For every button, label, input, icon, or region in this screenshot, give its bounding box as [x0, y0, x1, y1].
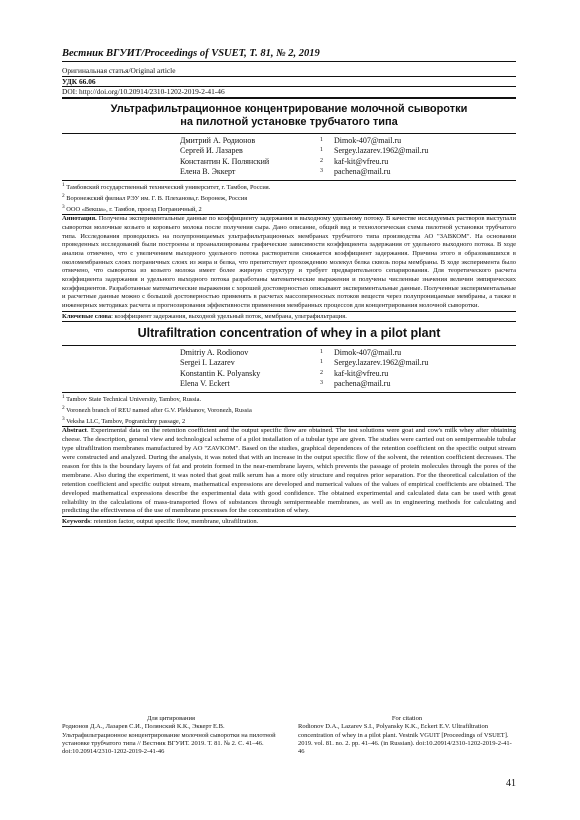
author-row	[180, 358, 516, 369]
affiliations-ru	[62, 180, 516, 214]
author-name: Дмитрий А. Родионов	[180, 135, 256, 145]
journal-header: Вестник ВГУИТ/Proceedings of VSUET, Т. 81, № 2, 2019	[62, 48, 516, 62]
author-sup: 3	[320, 380, 323, 387]
author-name: Елена В. Эккерт	[180, 167, 236, 177]
author-sup: 3	[320, 168, 323, 175]
affiliation-text: Tambov State Technical University, Tambov, Russia.	[66, 396, 202, 404]
citation-en-text: Rodionov D.A., Lazarev S.I., Polyansky K.K., Eckert E.V. Ultrafiltration concentration of whey in a pilot plant. Vestnik VGUIT [Proceedings of VSUET]. 2019. vol. 81. no. 2. pp. 41–46. (in Russian). doi:10.20914/2310-1202-2019-2-41-46	[298, 723, 512, 756]
author-name: Dmitriy A. Rodionov	[180, 347, 249, 357]
affiliation-text: Воронежский филиал РЭУ им. Г. В. Плеханова,г. Воронеж, Россия	[66, 195, 248, 203]
divider	[62, 133, 516, 134]
author-sup: 1	[320, 359, 323, 366]
abstract-ru	[62, 214, 516, 311]
divider	[62, 97, 516, 99]
authors-ru	[180, 136, 516, 178]
title-ru-line1: Ультрафильтрационное концентрирование молочной сыворотки	[110, 102, 468, 115]
article-first-page	[62, 48, 516, 527]
citation-ru-head: Для цитирования	[147, 715, 195, 722]
abstract-text: . Experimental data on the retention coefficient and the output specific flow are obtained. The test solutions were goat and cow's milk whey after obtaining cheese. The description, general view and technological scheme of a pilot installation of a tubular type are given. The studies were carried out on semipermeable tubular type ultrafiltration membranes manufactured by AO "ZAVKOM". Based on the studies, graphical dependences of the retention coefficient on the specific output stream were constructed and analyzed. During the analysis, it was noted that with an increase in the output specific flow of the solvent, the retention coefficient decreases. The reason for this is the boundary layers of fat and protein formed in the near-membrane layers, which prevents the passage of protein molecules through the pores of the membrane. Also during the experiment, it was noted that goat milk serum has a more oily structure and requires prior separation. For the theoretical calculation of the retention coefficient and specific output stream, mathematical expressions are developed and numerical values of the values of empirical coefficients are obtained. The developed mathematical expressions describe the experimental data with good confidence. The obtained experimental and calculated data can be used with great reliability in the calculations of mass-transported flows of substances through semipermeable membranes, as well as in engineering methods for calculating and predicting the effectiveness of the use of membrane processes for the concentration of whey.	[62, 427, 516, 515]
affiliation-sup: 3	[62, 416, 65, 423]
divider	[62, 345, 516, 346]
affiliation-sup: 1	[62, 181, 65, 188]
udk: УДК 66.06	[62, 76, 516, 87]
author-sup: 1	[320, 147, 323, 154]
author-sup: 1	[320, 136, 323, 143]
author-sup: 2	[320, 157, 323, 164]
citation-en	[298, 715, 516, 756]
citation-ru-text: Родионов Д.А., Лазарев С.И., Полянский К.К., Эккерт Е.В. Ультрафильтрационное концентрирование молочной сыворотки на пилотной установке трубчатого типа // Вестник ВГУИТ. 2019. Т. 81. № 2. С. 41–46. doi:10.20914/2310-1202-2019-2-41-46	[62, 723, 276, 756]
affiliation	[62, 404, 516, 415]
affiliations-en	[62, 392, 516, 426]
author-email[interactable]: pachena@mail.ru	[334, 379, 391, 389]
keywords-en	[62, 516, 516, 527]
author-name: Константин К. Полянский	[180, 156, 270, 166]
affiliation	[62, 181, 516, 192]
keywords-text: : коэффициент задержания, выходной удельный поток, мембрана, ультрафильтрация.	[111, 312, 347, 320]
author-email[interactable]: pachena@mail.ru	[334, 167, 391, 177]
page-number: 41	[506, 778, 516, 789]
affiliation	[62, 192, 516, 203]
title-en: Ultrafiltration concentration of whey in a pilot plant	[137, 325, 441, 340]
author-name: Sergei I. Lazarev	[180, 358, 235, 368]
keywords-ru	[62, 311, 516, 322]
author-email[interactable]: Dimok-407@mail.ru	[334, 347, 402, 357]
article-type: Оригинальная статья/Original article	[62, 66, 176, 75]
author-row	[180, 379, 516, 390]
affiliation-text: Тамбовский государственный технический университет, г. Тамбов, Россия.	[66, 183, 271, 191]
abstract-en	[62, 426, 516, 516]
author-row	[180, 146, 516, 157]
citation-en-head: For citation	[391, 715, 423, 722]
citation-block	[62, 715, 516, 756]
author-row	[180, 136, 516, 147]
affiliation-sup: 3	[62, 204, 65, 211]
author-sup: 1	[320, 348, 323, 355]
author-row	[180, 369, 516, 380]
title-ru	[62, 103, 516, 129]
author-email[interactable]: Sergey.lazarev.1962@mail.ru	[334, 146, 429, 156]
author-row	[180, 348, 516, 359]
title-ru-line2: на пилотной установке трубчатого типа	[180, 115, 398, 128]
affiliation-sup: 2	[62, 192, 65, 199]
author-email[interactable]: kaf-kit@vfreu.ru	[334, 368, 389, 378]
authors-en	[180, 348, 516, 390]
affiliation-text: Voronezh branch of REU named after G.V. Plekhanov, Voronezh, Russia	[66, 407, 252, 415]
abstract-label: Abstract	[62, 427, 87, 435]
abstract-text: Получены экспериментальные данные по коэффициенту задержания и выходному удельному потоку. В качестве исследуемых растворов выступали сыворотки молочные козьего и коровьего молока после получения сыра. Дано описание, общий вид и технологическая схема пилотной установки трубчатого типа. Исследования проводились на полупроницаемых ультрафильтрационных мембранах трубчатого типа производства АО "ЗАВКОМ". На основании проведенных исследований были построены и проанализированы графические зависимости коэффициента задержания от удельного выходного потока. В ходе анализа отмечено, что с увеличением выходного удельного потока растворителя снижается коэффициент задержания. Причина этого в образовавшихся в околомембранных слоях пограничных слоях из жира и белка, что препятствует прохождению молекул белка сквозь поры мембраны. В ходе эксперимента было отмечено, что сыворотка из козьего молока имеет более жирную структуру и требует предварительного сепарирования. Для теоретического расчета коэффициента задержания и удельного выходного потока разработаны математические выражения и получены численные значения величин эмпирических коэффициентов. Разработанные математические выражения с хорошей достоверностью описывают экспериментальные данные. Полученные экспериментальные и расчетные данные можно с большой достоверностью применять в расчетах массопереносных потоков веществ через полупроницаемые мембраны, а также в инженерных методиках расчета и прогнозирования эффективности применения мембранных процессов для концентрирования молочной сыворотки.	[62, 215, 517, 310]
citation-ru	[62, 715, 280, 756]
keywords-label: Keywords	[62, 518, 91, 526]
author-name: Сергей И. Лазарев	[180, 146, 243, 156]
affiliation	[62, 415, 516, 426]
affiliation	[62, 393, 516, 404]
affiliation-text: Veksha LLC, Tambov, Pogranichny passage, 2	[66, 418, 186, 426]
affiliation-sup: 1	[62, 393, 65, 400]
affiliation-text: ООО «Векша», г. Тамбов, проезд Пограничный, 2	[66, 206, 202, 214]
author-sup: 2	[320, 369, 323, 376]
author-name: Elena V. Eckert	[180, 379, 230, 389]
affiliation-sup: 2	[62, 405, 65, 412]
doi: DOI: http://doi.org/10.20914/2310-1202-2019-2-41-46	[62, 86, 516, 97]
keywords-text: : retention factor, output specific flow, membrane, ultrafiltration.	[90, 518, 259, 526]
author-email[interactable]: Dimok-407@mail.ru	[334, 135, 402, 145]
author-row	[180, 167, 516, 178]
author-email[interactable]: kaf-kit@vfreu.ru	[334, 156, 389, 166]
affiliation	[62, 203, 516, 214]
abstract-label: Аннотация.	[62, 215, 97, 223]
author-row	[180, 157, 516, 168]
author-email[interactable]: Sergey.lazarev.1962@mail.ru	[334, 358, 429, 368]
keywords-label: Ключевые слова	[62, 312, 112, 320]
author-name: Konstantin K. Polyansky	[180, 368, 261, 378]
